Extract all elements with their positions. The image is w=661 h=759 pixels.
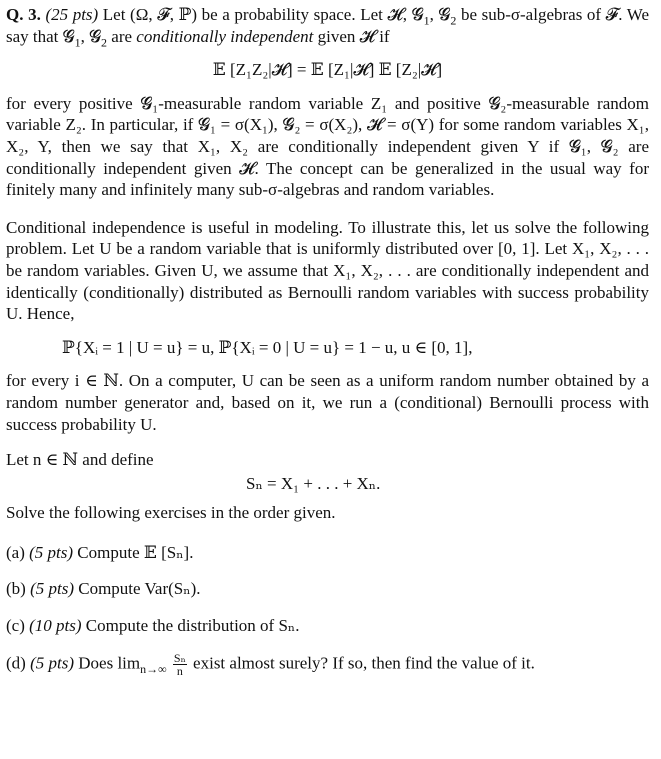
let-n-define: Let n ∈ ℕ and define xyxy=(6,450,154,470)
part-a xyxy=(6,542,649,564)
intro-text-4: given 𝓗 if xyxy=(313,26,390,46)
fraction-denominator: n xyxy=(176,663,183,678)
part-b xyxy=(6,578,649,600)
part-label: (a) xyxy=(6,542,25,562)
exam-question xyxy=(6,4,649,692)
intro-text-2: be sub-σ-algebras of 𝓕. We say that 𝓖 xyxy=(6,5,649,46)
solve-instruction: Solve the following exercises in the order given. xyxy=(6,503,336,523)
paragraph-definition: for every positive 𝓖₁-measurable random variable Z₁ and positive 𝓖₂-measurable random variable Z₂. In particular, if 𝓖₁ = σ(X₁), 𝓖₂ = σ(X₂), 𝓗 = σ(Y) for some random variables X₁, X₂, Y, then we say that X₁, X₂ are conditionally independent given Y if 𝓖₁, 𝓖₂ are conditionally independent given 𝓗. The concept can be generalized in the usual way for finitely many and infinitely many sub-σ-algebras and random variables. xyxy=(6,93,649,200)
question-points: (25 pts) xyxy=(45,5,99,24)
intro-text-3: are xyxy=(107,26,137,46)
equation-conditional-independence: 𝔼 [Z₁Z₂|𝓗] = 𝔼 [Z₁|𝓗] 𝔼 [Z₂|𝓗] xyxy=(212,60,443,80)
intro-text-1: Let (Ω, 𝓕, ℙ) be a probability space. Let 𝓗, 𝓖 xyxy=(98,5,424,24)
part-text: Compute 𝔼 [Sₙ]. xyxy=(73,542,194,562)
part-d xyxy=(6,652,649,677)
part-text-pre: Does lim xyxy=(74,653,141,673)
conditionally-independent-term: conditionally independent xyxy=(136,26,314,46)
part-points: (5 pts) xyxy=(30,579,74,599)
part-points: (10 pts) xyxy=(29,616,82,636)
question-label: Q. 3. xyxy=(6,5,41,24)
fraction-sn-over-n xyxy=(173,652,187,677)
part-text: Compute the distribution of Sₙ. xyxy=(81,616,300,636)
part-label: (c) xyxy=(6,616,25,636)
part-points: (5 pts) xyxy=(29,542,74,562)
equation-bernoulli: ℙ{Xᵢ = 1 | U = u} = u, ℙ{Xᵢ = 0 | U = u} = 1 − u, u ∈ [0, 1], xyxy=(62,337,473,357)
part-c xyxy=(6,615,649,637)
part-label: (d) xyxy=(6,653,26,673)
limit-subscript: n→∞ xyxy=(140,661,167,676)
part-points: (5 pts) xyxy=(30,653,74,673)
part-label: (b) xyxy=(6,579,26,599)
equation-sum: Sₙ = X₁ + . . . + Xₙ. xyxy=(246,473,381,493)
paragraph-modeling: Conditional independence is useful in modeling. To illustrate this, let us solve the following problem. Let U be a random variable that is uniformly distributed over [0, 1]. Let X₁, X₂, . . . be random variables. Given U, we assume that X₁, X₂, . . . are conditionally independent and identically (conditionally) distributed as Bernoulli random variables with success probability U. Hence, xyxy=(6,217,649,324)
paragraph-computer: for every i ∈ ℕ. On a computer, U can be seen as a uniform random number obtained by a random number generator and, based on it, we run a (conditional) Bernoulli process with success probability U. xyxy=(6,371,649,434)
fraction-numerator: Sₙ xyxy=(173,650,186,665)
part-text-post: exist almost surely? If so, then find the value of it. xyxy=(188,653,535,673)
question-intro: Q. 3. (25 pts) Let (Ω, 𝓕, ℙ) be a probability space. Let 𝓗, 𝓖$_1$, 𝓖$_2$ be sub-σ-algebras of 𝓕. We say that 𝓖$_1$, 𝓖$_2$ are conditionally independent given 𝓗 if xyxy=(6,5,649,49)
part-text: Compute Var(Sₙ). xyxy=(74,579,201,599)
